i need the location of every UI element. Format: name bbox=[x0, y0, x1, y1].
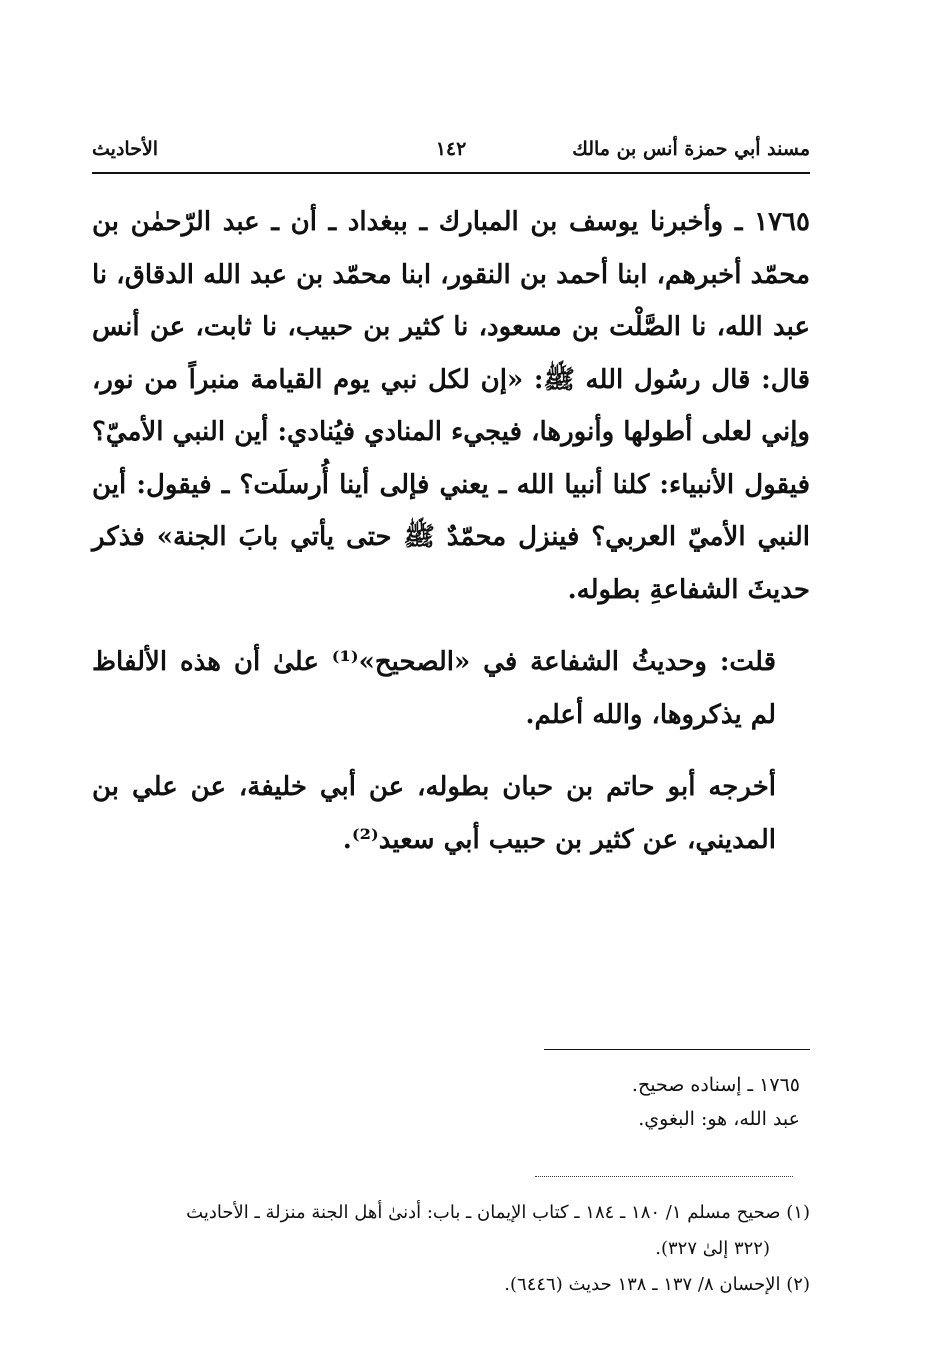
comment-paragraph: قلت: وحديثُ الشفاعة في «الصحيح»⁽¹⁾ علىٰ أن هذه الألفاظ لم يذكروها، والله أعلم. bbox=[92, 647, 777, 730]
hadith-paragraph bbox=[92, 196, 810, 616]
hadith-number: ١٧٦٥ bbox=[754, 207, 810, 237]
note-narrator: عبد الله، هو: البغوي. bbox=[638, 1108, 800, 1130]
footnote-1: (١) صحيح مسلم ١/ ١٨٠ ـ ١٨٤ ـ كتاب الإيمان ـ باب: أدنىٰ أهل الجنة منزلة ـ الأحاديث bbox=[186, 1202, 810, 1223]
footnotes bbox=[92, 1195, 810, 1303]
main-text bbox=[92, 196, 810, 866]
notes-separator bbox=[544, 1049, 810, 1050]
takhrij-paragraph: أخرجه أبو حاتم بن حبان بطوله، عن أبي خليفة، عن علي بن المديني، عن كثير بن حبيب أبي سعيد⁽²⁾. bbox=[92, 772, 776, 855]
header-page-number: ١٤٢ bbox=[435, 138, 467, 160]
hadith-text: ـ وأخبرنا يوسف بن المبارك ـ ببغداد ـ أن ـ عبد الرّحمٰن بن محمّد أخبرهم، ابنا أحمد بن النقور، ابنا محمّد بن عبد الله الدقاق، نا عبد الله، نا الصَّلْت بن مسعود، نا كثير بن حبيب، نا ثابت، عن أنس قال: قال رسُول الله ﷺ: «إن لكل نبي يوم القيامة منبراً من نور، وإني لعلى أطولها وأنورها، فيجيء المنادي فيُنادي: أين النبي الأميّ؟ فيقول الأنبياء: كلنا أنبيا الله ـ يعني فإلى أينا أُرسلَت؟ ـ فيقول: أين النبي الأميّ العربي؟ فينزل محمّدٌ ﷺ حتى يأتي بابَ الجنة» فذكر حديثَ الشفاعةِ بطوله. bbox=[92, 207, 810, 605]
note-grading: ١٧٦٥ ـ إسناده صحيح. bbox=[631, 1074, 800, 1096]
header-rule bbox=[92, 172, 810, 174]
footnote-1-continued: (٣٢٢ إلىٰ ٣٢٧). bbox=[655, 1238, 770, 1259]
footnotes-separator bbox=[535, 1176, 793, 1177]
running-header bbox=[92, 138, 810, 168]
header-section-title: الأحاديث bbox=[92, 138, 159, 160]
footnote-2: (٢) الإحسان ٨/ ١٣٧ ـ ١٣٨ حديث (٦٤٤٦). bbox=[504, 1274, 810, 1295]
editor-notes bbox=[92, 1068, 810, 1136]
header-book-title: مسند أبي حمزة أنس بن مالك bbox=[572, 138, 810, 160]
